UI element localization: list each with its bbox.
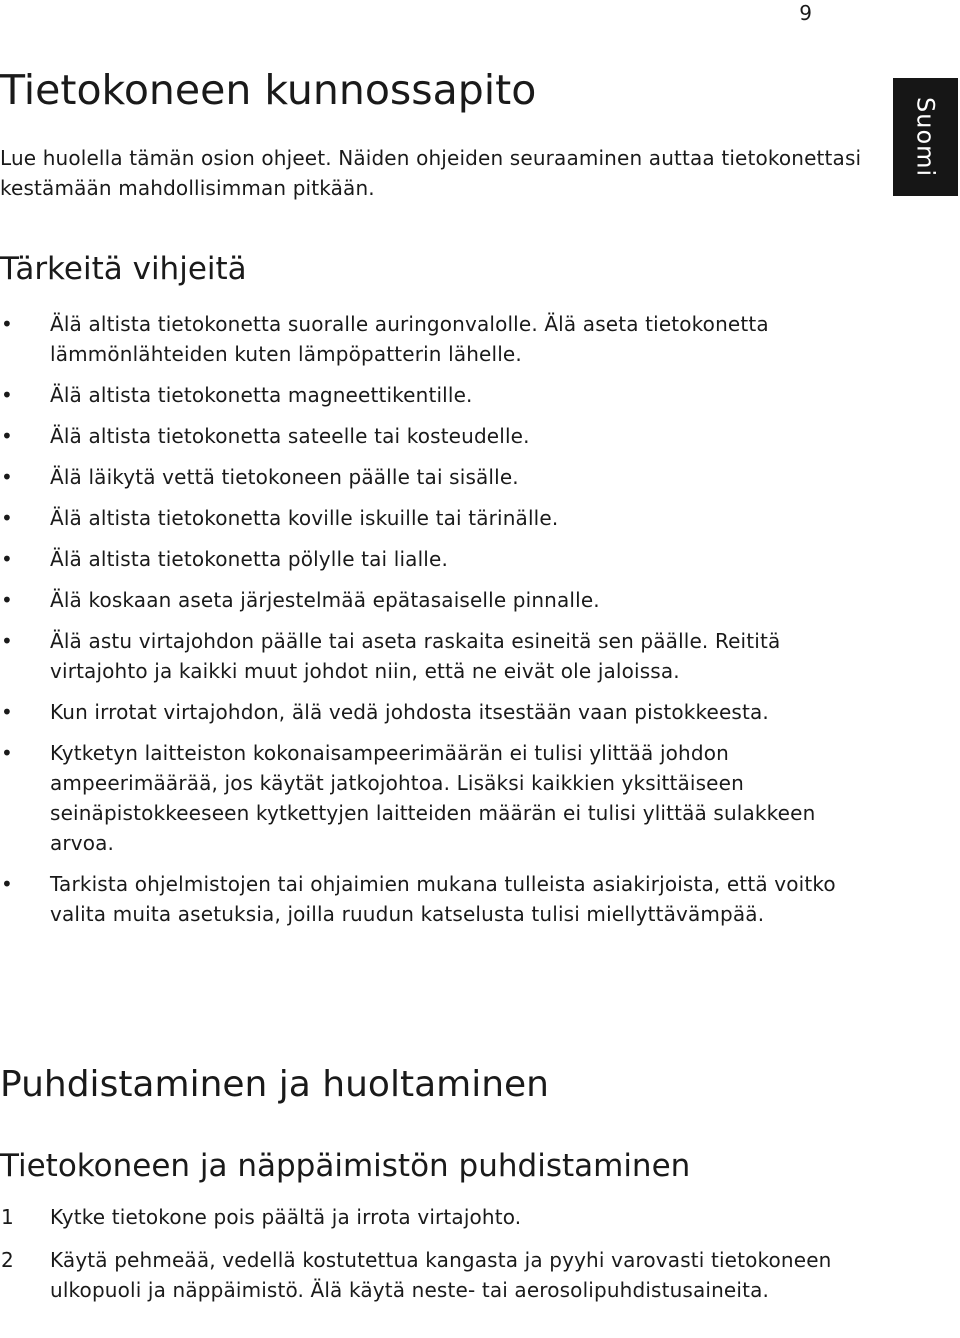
bullet: • — [1, 383, 13, 407]
list-item — [0, 503, 880, 533]
list-item — [0, 462, 880, 492]
bullet: • — [1, 629, 13, 653]
list-item-text: Älä altista tietokonetta magneettikentille. — [50, 383, 473, 407]
bullet: • — [1, 424, 13, 448]
bullet: • — [1, 741, 13, 765]
list-item-text: Älä altista tietokonetta sateelle tai kosteudelle. — [50, 424, 530, 448]
list-item-text: Älä altista tietokonetta pölylle tai lialle. — [50, 547, 448, 571]
language-tab — [893, 78, 958, 196]
cleaning-heading: Puhdistaminen ja huoltaminen — [0, 1064, 549, 1105]
page-title: Tietokoneen kunnossapito — [0, 66, 537, 114]
list-item — [0, 309, 880, 369]
bullet: • — [1, 700, 13, 724]
tips-heading: Tärkeitä vihjeitä — [0, 251, 247, 287]
step-number: 2 — [1, 1248, 14, 1272]
page-number: 9 — [799, 1, 812, 25]
list-item-text: Kytketyn laitteiston kokonaisampeerimäärän ei tulisi ylittää johdon ampeerimäärää, jos käytät jatkojohtoa. Lisäksi kaikkien yksittäiseen seinäpistokkeeseen kytkettyjen laitteiden määrän ei tulisi ylittää sulakkeen arvoa. — [50, 741, 816, 855]
list-item-text: Älä läikytä vettä tietokoneen päälle tai sisälle. — [50, 465, 519, 489]
tips-list — [0, 309, 880, 929]
bullet: • — [1, 588, 13, 612]
step-text: Kytke tietokone pois päältä ja irrota virtajohto. — [50, 1205, 522, 1229]
bullet: • — [1, 465, 13, 489]
list-item — [0, 544, 880, 574]
list-item-text: Älä astu virtajohdon päälle tai aseta raskaita esineitä sen päälle. Reititä virtajohto ja kaikki muut johdot niin, että ne eivät ole jaloissa. — [50, 629, 781, 683]
bullet: • — [1, 312, 13, 336]
step-number: 1 — [1, 1205, 14, 1229]
cleaning-steps — [0, 1202, 880, 1305]
list-item-text: Älä koskaan aseta järjestelmää epätasaiselle pinnalle. — [50, 588, 600, 612]
cleaning-subheading: Tietokoneen ja näppäimistön puhdistaminen — [0, 1148, 691, 1184]
list-item — [0, 738, 880, 858]
intro-paragraph: Lue huolella tämän osion ohjeet. Näiden ohjeiden seuraaminen auttaa tietokonettasi kestämään mahdollisimman pitkään. — [0, 146, 862, 200]
step-item — [0, 1245, 880, 1305]
list-item-text: Tarkista ohjelmistojen tai ohjaimien mukana tulleista asiakirjoista, että voitko valita muita asetuksia, joilla ruudun katselusta tulisi miellyttävämpää. — [50, 872, 836, 926]
list-item — [0, 869, 880, 929]
list-item — [0, 380, 880, 410]
list-item-text: Älä altista tietokonetta koville iskuille tai tärinälle. — [50, 506, 559, 530]
list-item — [0, 585, 880, 615]
bullet: • — [1, 506, 13, 530]
list-item-text: Älä altista tietokonetta suoralle auringonvalolle. Älä aseta tietokonetta lämmönlähteiden kuten lämpöpatterin lähelle. — [50, 312, 769, 366]
step-text: Käytä pehmeää, vedellä kostutettua kangasta ja pyyhi varovasti tietokoneen ulkopuoli ja näppäimistö. Älä käytä neste- tai aerosolipuhdistusaineita. — [50, 1248, 832, 1302]
bullet: • — [1, 872, 13, 896]
list-item — [0, 626, 880, 686]
step-item — [0, 1202, 880, 1232]
bullet: • — [1, 547, 13, 571]
list-item — [0, 421, 880, 451]
list-item — [0, 697, 880, 727]
language-tab-label: Suomi — [911, 96, 940, 178]
list-item-text: Kun irrotat virtajohdon, älä vedä johdosta itsestään vaan pistokkeesta. — [50, 700, 769, 724]
